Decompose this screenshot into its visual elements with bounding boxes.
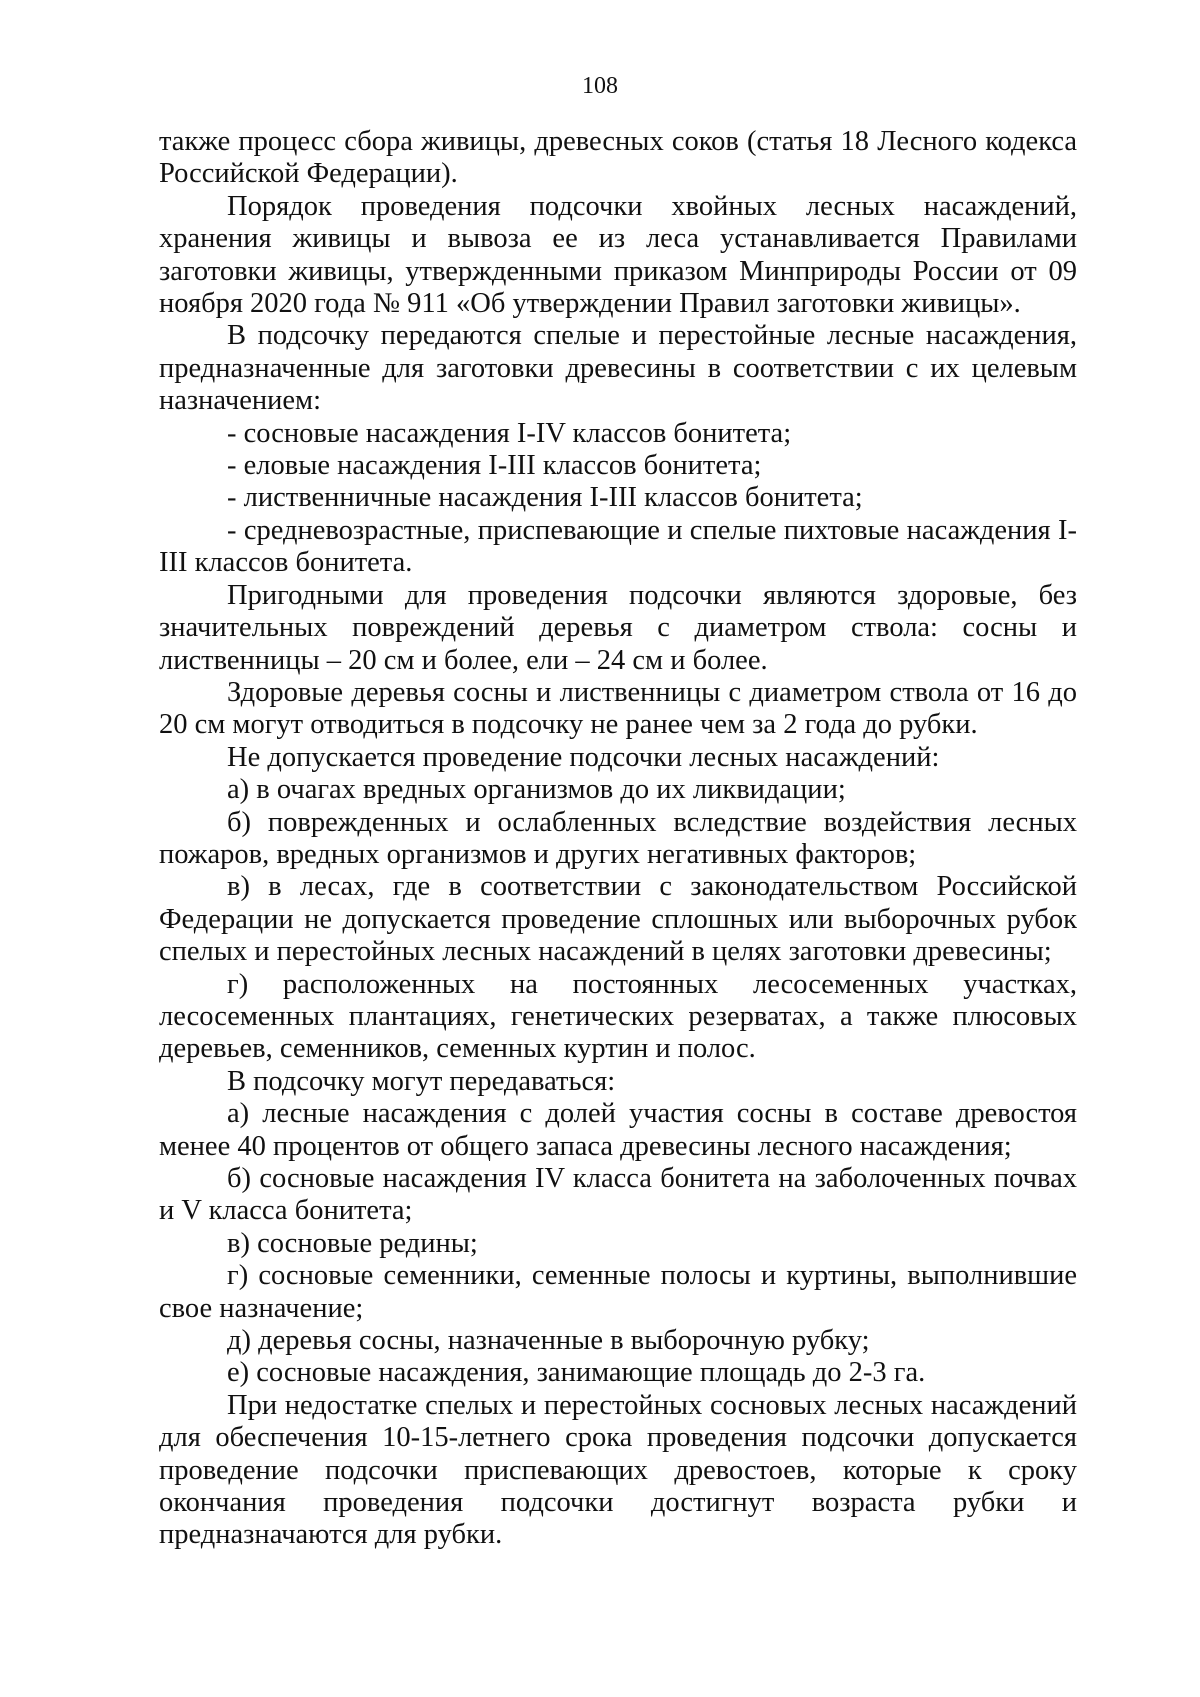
list-item: б) поврежденных и ослабленных вследствие воздействия лесных пожаров, вредных организмов и других негативных факторов; [159,806,1077,870]
page-number: 108 [582,73,618,99]
list-item: б) сосновые насаждения IV класса бонитета на заболоченных почвах и V класса бонитета; [159,1163,1077,1227]
paragraph: В подсочку могут передаваться: [227,1065,616,1097]
document-body [159,126,1077,1552]
paragraph: Порядок проведения подсочки хвойных лесных насаждений, хранения живицы и вывоза ее из леса устанавливается Правилами заготовки живицы, утвержденными приказом Минприроды России от 09 ноября 2020 года № 911 «Об утверждении Правил заготовки живицы». [159,190,1077,320]
list-item: - лиственничные насаждения I-III классов бонитета; [227,482,863,514]
list-item: г) расположенных на постоянных лесосеменных участках, лесосеменных плантациях, генетических резерватах, а также плюсовых деревьев, семенников, семенных куртин и полос. [159,968,1077,1065]
list-item: е) сосновые насаждения, занимающие площадь до 2-3 га. [227,1357,926,1389]
list-item: - еловые насаждения I-III классов бонитета; [227,450,762,482]
list-item: в) в лесах, где в соответствии с законодательством Российской Федерации не допускается проведение сплошных или выборочных рубок спелых и перестойных лесных насаждений в целях заготовки древесины; [159,871,1077,968]
list-item: - сосновые насаждения I-IV классов бонитета; [227,417,792,449]
list-item: в) сосновые редины; [227,1227,478,1259]
paragraph: Здоровые деревья сосны и лиственницы с диаметром ствола от 16 до 20 см могут отводиться в подсочку не ранее чем за 2 года до рубки. [159,676,1077,741]
paragraph: Не допускается проведение подсочки лесных насаждений: [227,741,940,773]
paragraph: также процесс сбора живицы, древесных соков (статья 18 Лесного кодекса Российской Федерации). [159,126,1077,190]
paragraph: В подсочку передаются спелые и перестойные лесные насаждения, предназначенные для заготовки древесины в соответствии с их целевым назначением: [159,320,1077,417]
list-item: г) сосновые семенники, семенные полосы и куртины, выполнившие свое назначение; [159,1260,1077,1324]
list-item: а) в очагах вредных организмов до их ликвидации; [227,774,846,806]
list-item: д) деревья сосны, назначенные в выборочную рубку; [227,1325,870,1357]
list-item: а) лесные насаждения с долей участия сосны в составе древостоя менее 40 процентов от общего запаса древесины лесного насаждения; [159,1098,1077,1162]
list-item: - средневозрастные, приспевающие и спелые пихтовые насаждения I-III классов бонитета. [159,514,1077,579]
paragraph: Пригодными для проведения подсочки являются здоровые, без значительных повреждений деревья с диаметром ствола: сосны и лиственницы – 20 см и более, ели – 24 см и более. [159,579,1077,676]
paragraph: При недостатке спелых и перестойных сосновых лесных насаждений для обеспечения 10-15-летнего срока проведения подсочки допускается проведение подсочки приспевающих древостоев, которые к сроку окончания проведения подсочки достигнут возраста рубки и предназначаются для рубки. [159,1389,1077,1551]
